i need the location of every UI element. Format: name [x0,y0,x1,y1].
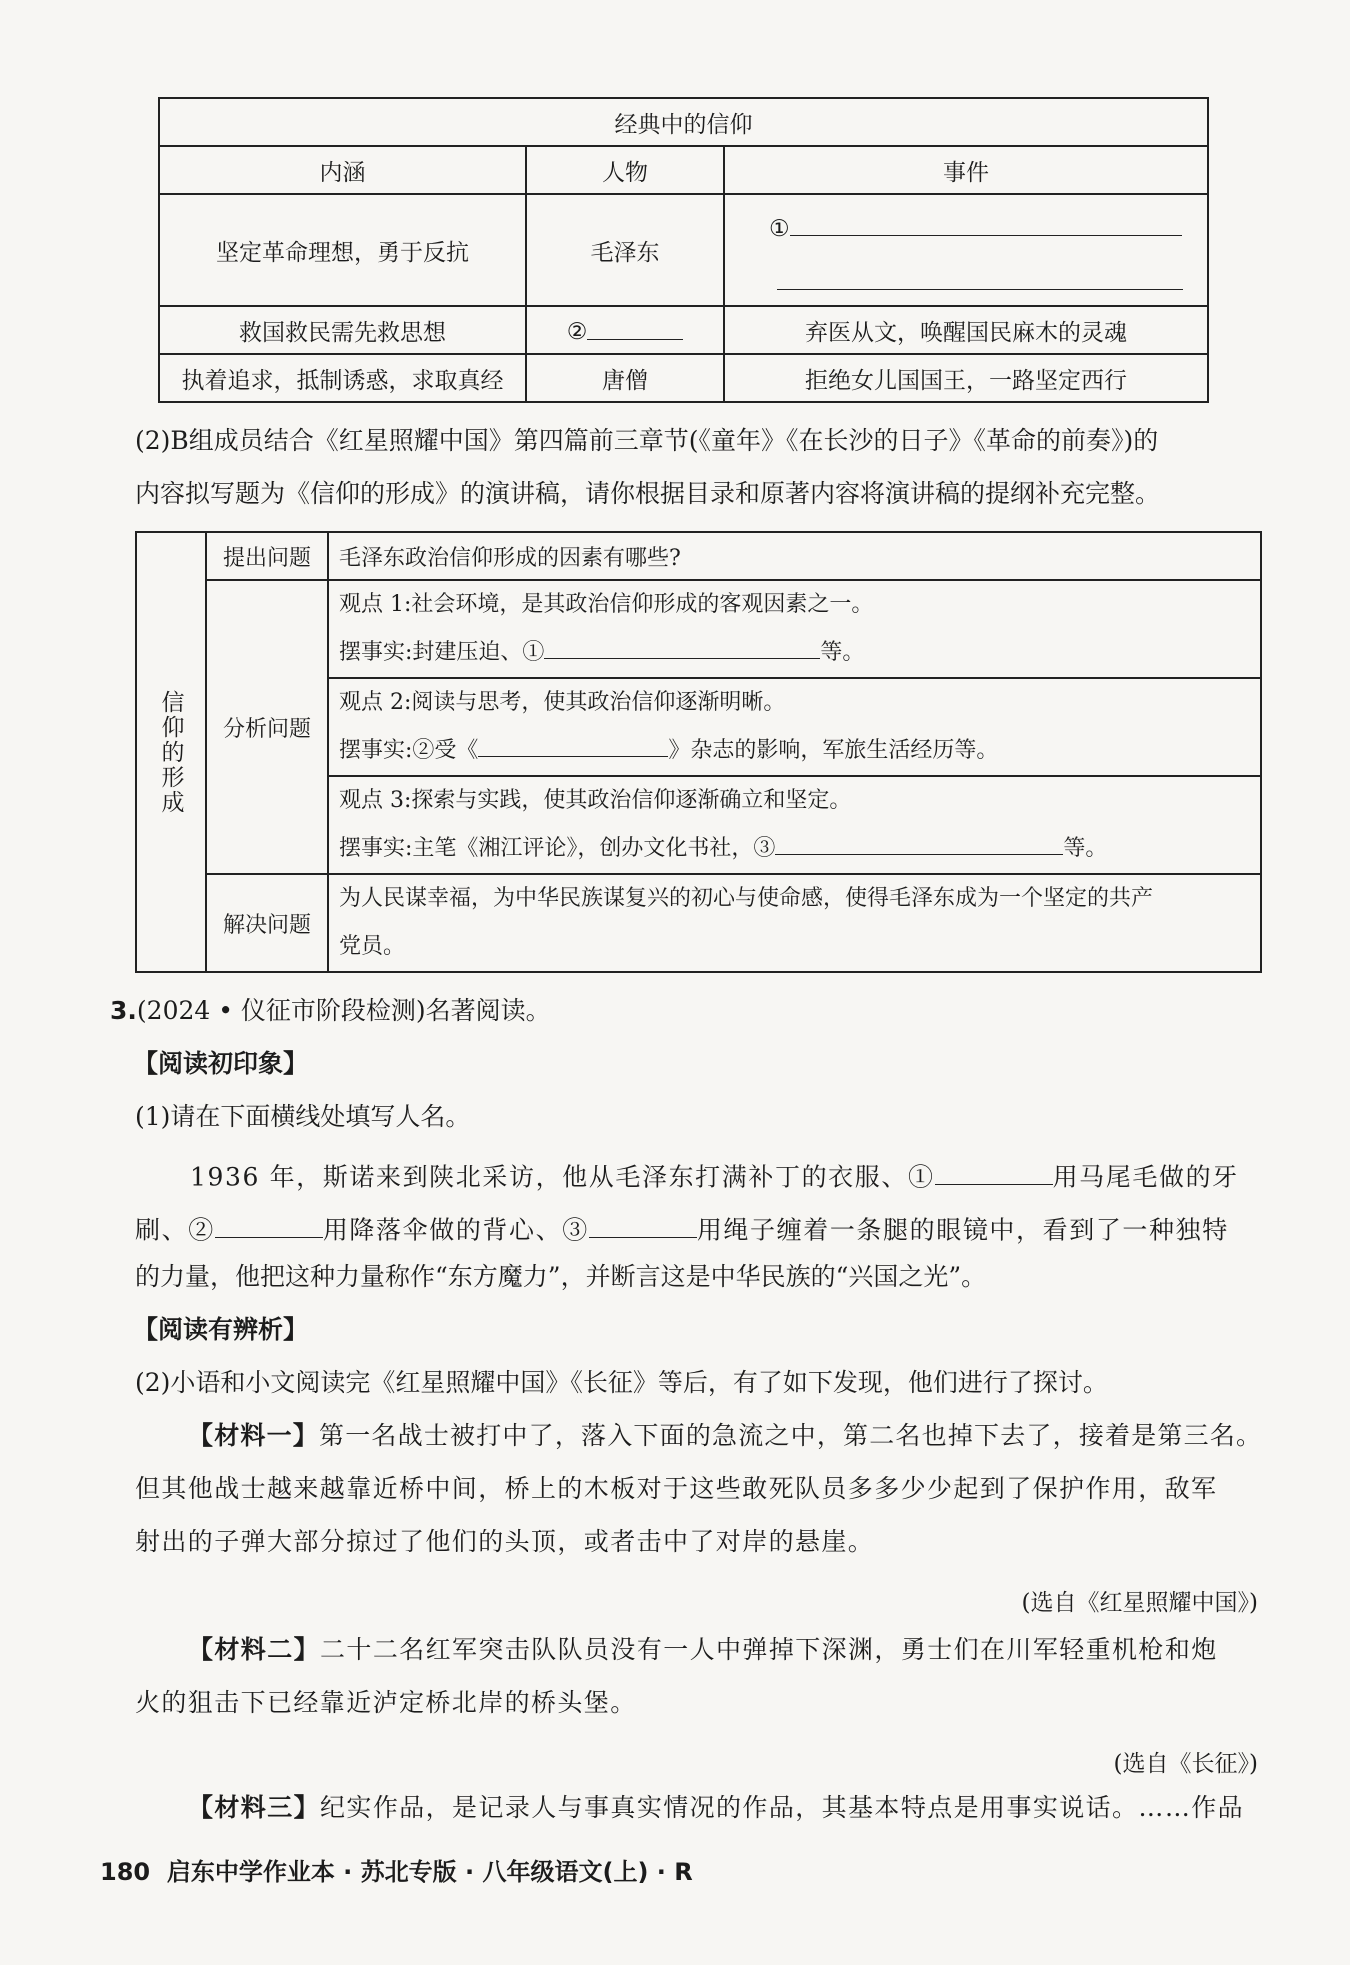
viewpoint-3 [328,776,1261,874]
answer-blank-t2-2[interactable] [478,733,668,757]
meaning-cell: 救国救民需先救思想 [159,306,526,354]
viewpoint-3-text: 观点 3:探索与实践，使其政治信仰逐渐确立和坚定。 [339,788,852,813]
header-person: 人物 [526,146,724,194]
meaning-cell: 坚定革命理想，勇于反抗 [159,194,526,306]
table-row [159,194,1208,306]
event-cell: 拒绝女儿国国王，一路坚定西行 [724,354,1208,402]
header-event: 事件 [724,146,1208,194]
sub-question-1: (1)请在下面横线处填写人名。 [135,1102,471,1131]
book-title: 启东中学作业本 · 苏北专版 · 八年级语文(上) · R [166,1858,693,1886]
answer-blank-q3-3[interactable] [589,1211,697,1238]
viewpoint-2-text: 观点 2:阅读与思考，使其政治信仰逐渐明晰。 [339,690,786,715]
viewpoint-1-fact: 摆事实:封建压迫、① 等。 [339,629,1260,677]
passage-line-3: 的力量，他把这种力量称作“东方魔力”，并断言这是中华民族的“兴国之光”。 [135,1262,987,1291]
passage-line-1: 1936 年，斯诺来到陕北采访，他从毛泽东打满补丁的衣服、① 用马尾毛做的牙 [190,1158,1239,1189]
viewpoint-1 [328,580,1261,678]
table-row [159,306,1208,354]
table-caption: 经典中的信仰 [159,98,1208,146]
answer-blank-q3-1[interactable] [935,1158,1053,1185]
section-analysis: 【阅读有辨析】 [133,1315,309,1344]
side-label-cell [136,532,206,972]
question-2b-line2: 内容拟写题为《信仰的形成》的演讲稿，请你根据目录和原著内容将演讲稿的提纲补充完整。 [135,479,1161,508]
header-meaning: 内涵 [159,146,526,194]
viewpoint-2 [328,678,1261,776]
material-2-line-2: 火的狙击下已经靠近泸定桥北岸的桥头堡。 [135,1688,637,1717]
table-row [159,354,1208,402]
blank-marker: ② [566,319,588,346]
page-number: 180 [100,1858,151,1886]
material-2-source: (选自《长征》) [1113,1751,1258,1777]
answer-blank-t2-1[interactable] [544,635,820,659]
event-cell: 弃医从文，唤醒国民麻木的灵魂 [724,306,1208,354]
person-cell: 毛泽东 [526,194,724,306]
event-cell [724,194,1208,306]
answer-blank-1[interactable] [790,211,1182,236]
passage-line-2: 刷、② 用降落伞做的背心、③ 用绳子缠着一条腿的眼镜中，看到了一种独特 [135,1211,1229,1242]
faith-formation-outline-table [135,531,1262,973]
sub-question-2: (2)小语和小文阅读完《红星照耀中国》《长征》等后，有了如下发现，他们进行了探讨。 [135,1368,1108,1397]
person-cell: 唐僧 [526,354,724,402]
viewpoint-1-text: 观点 1:社会环境，是其政治信仰形成的客观因素之一。 [339,592,874,617]
answer-blank-t2-3[interactable] [775,831,1063,855]
answer-blank-q3-2[interactable] [215,1211,323,1238]
answer-blank-2[interactable] [587,314,683,339]
raise-question-label: 提出问题 [206,532,328,580]
answer-blank-1-cont[interactable] [777,265,1183,290]
blank-marker: ① [769,216,790,243]
solve-question-label: 解决问题 [206,874,328,972]
material-1-source: (选自《红星照耀中国》) [1021,1590,1258,1616]
material-1-line-2: 但其他战士越来越靠近桥中间，桥上的木板对于这些敢死队员多多少少起到了保护作用，敌军 [135,1474,1218,1503]
material-1-line-1: 【材料一】第一名战士被打中了，落入下面的急流之中，第二名也掉下去了，接着是第三名。 [188,1421,1263,1450]
analyze-question-label: 分析问题 [206,580,328,874]
faith-in-classics-table [158,97,1209,403]
material-1-line-3: 射出的子弹大部分掠过了他们的头顶，或者击中了对岸的悬崖。 [135,1527,875,1556]
solve-question-text: 为人民谋幸福，为中华民族谋复兴的初心与使命感，使得毛泽东成为一个坚定的共产 党员。 [328,874,1261,972]
question-2b-line1: (2)B组成员结合《红星照耀中国》第四篇前三章节(《童年》《在长沙的日子》《革命的前奏》)的 [135,426,1159,455]
section-first-impression: 【阅读初印象】 [133,1049,309,1078]
viewpoint-3-fact: 摆事实:主笔《湘江评论》，创办文化书社，③ 等。 [339,825,1260,873]
question-3-title: 3.(2024 • 仪征市阶段检测)名著阅读。 [110,996,551,1025]
material-2-line-1: 【材料二】二十二名红军突击队队员没有一人中弹掉下深渊，勇士们在川军轻重机枪和炮 [188,1635,1218,1664]
viewpoint-2-fact: 摆事实:②受《 》杂志的影响，军旅生活经历等。 [339,727,1260,775]
side-label: 信仰的形成 [157,689,184,815]
raise-question-text: 毛泽东政治信仰形成的因素有哪些? [328,532,1261,580]
material-3-line-1: 【材料三】纪实作品，是记录人与事真实情况的作品，其基本特点是用事实说话。……作品 [188,1793,1245,1822]
person-cell [526,306,724,354]
page-footer [100,1852,693,1887]
meaning-cell: 执着追求，抵制诱惑，求取真经 [159,354,526,402]
